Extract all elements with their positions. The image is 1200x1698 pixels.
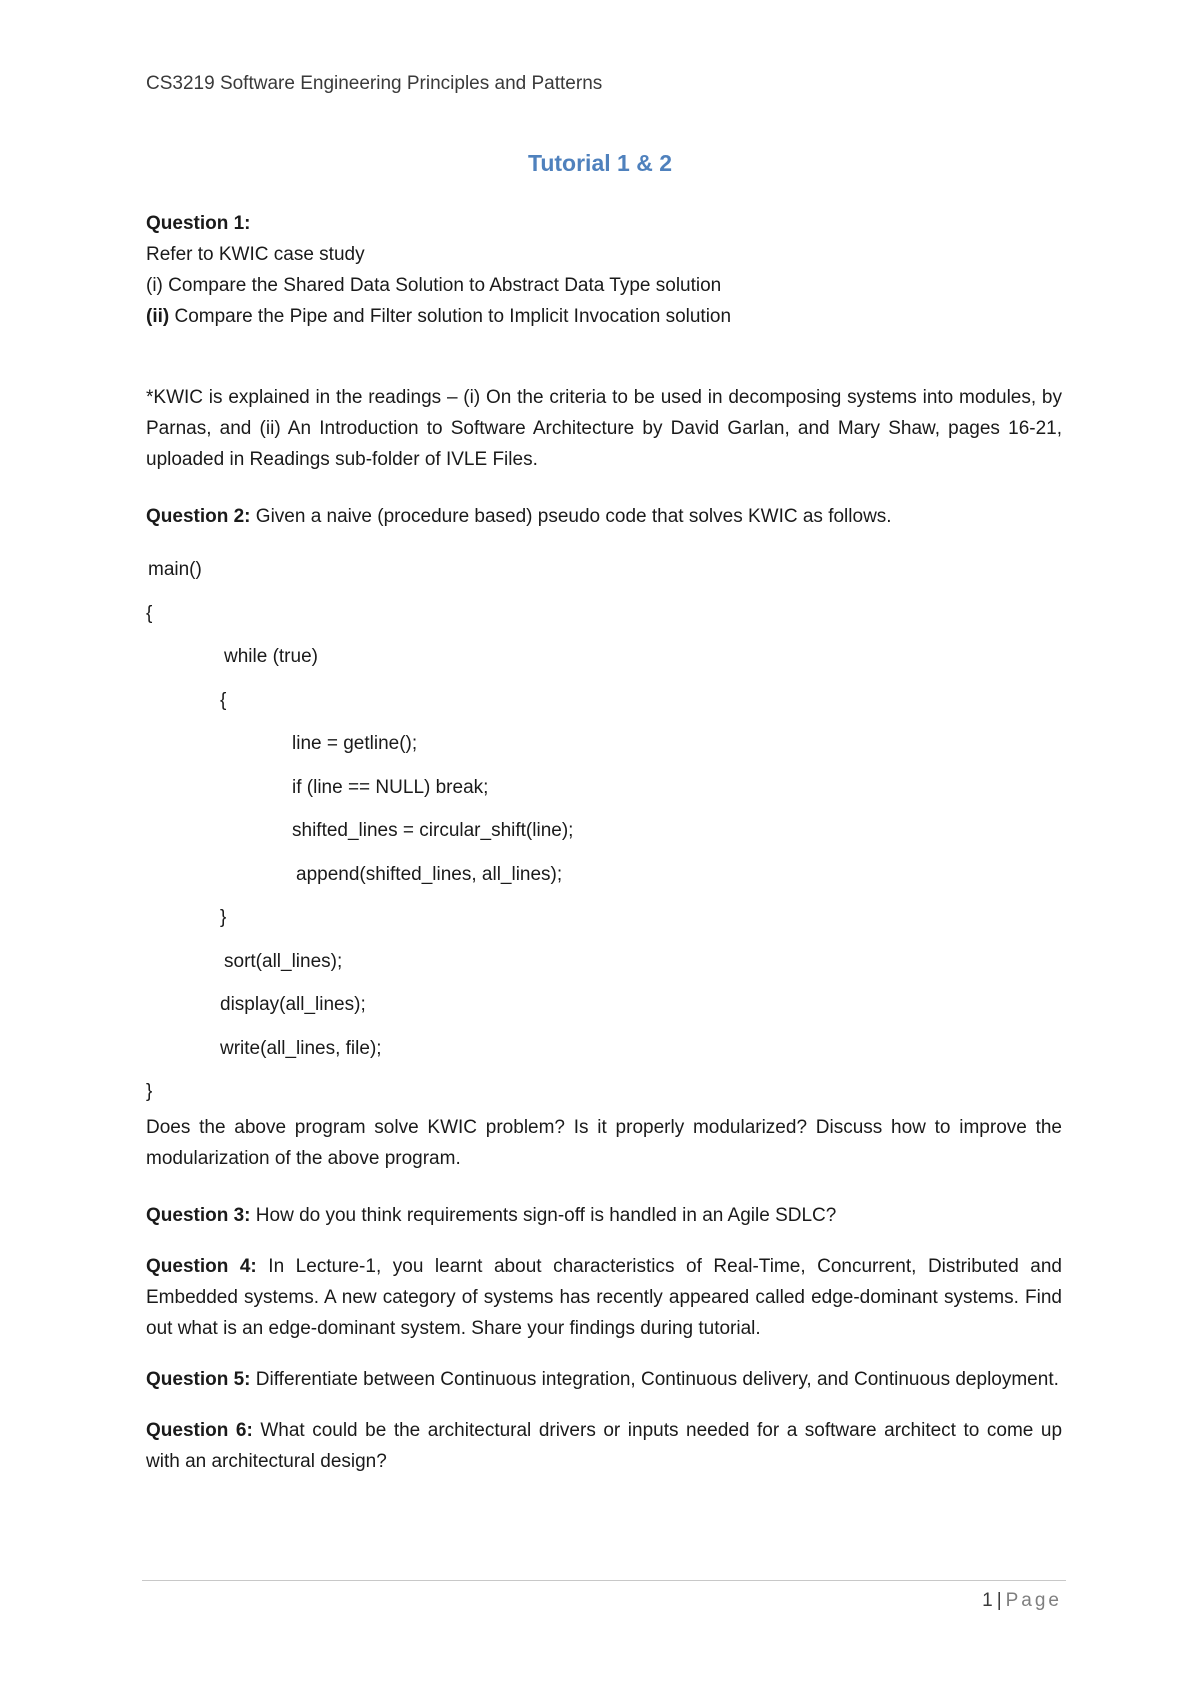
question-label: Question 3: [146,1204,251,1226]
question-text: In Lecture-1, you learnt about characteristics of Real-Time, Concurrent, Distributed and Embedded systems. A new category of systems has recently appeared called edge-dominant systems. Find out what is an edge-dominant system. Share your findings during tutorial. [146,1255,1062,1339]
document-title: Tutorial 1 & 2 [528,150,672,176]
question-6 [146,1415,1062,1477]
question-5 [146,1364,1062,1395]
running-header: CS3219 Software Engineering Principles and Patterns [146,73,603,94]
question-label: Question 5: [146,1368,251,1390]
code-line: } [220,907,227,928]
footer-divider [142,1580,1066,1581]
question-1-part-ii [146,301,1062,332]
document-body [146,208,1062,1477]
code-line: display(all_lines); [220,994,366,1015]
question-label: Question 2: [146,506,251,527]
code-line: if (line == NULL) break; [292,776,489,798]
part-text: Compare the Pipe and Filter solution to Implicit Invocation solution [169,306,732,327]
code-line: line = getline(); [292,733,418,754]
question-3 [146,1200,1062,1231]
question-text: What could be the architectural drivers or inputs needed for a software architect to come up with an architectural design? [146,1419,1063,1472]
part-label: (ii) [146,306,170,327]
question-1-part-i: (i) Compare the Shared Data Solution to Abstract Data Type solution [146,275,722,296]
code-line: shifted_lines = circular_shift(line); [292,820,574,841]
question-label: Question 6: [146,1419,253,1441]
question-2 [146,501,1062,532]
question-label: Question 4: [146,1255,257,1277]
page-number: 1 [982,1590,993,1611]
question-text: Given a naive (procedure based) pseudo code that solves KWIC as follows. [250,506,892,527]
page-word: Page [1005,1590,1062,1611]
code-line: main() [148,559,202,580]
question-1-line: Refer to KWIC case study [146,244,365,265]
kwic-note: *KWIC is explained in the readings – (i) On the criteria to be used in decomposing systems into modules, by Parnas, and (ii) An Introduction to Software Architecture by David Garlan, and Mary Shaw, pages 16-21, uploaded in Readings sub-folder of IVLE Files. [146,387,1062,470]
question-1-heading [146,208,1062,239]
code-line: write(all_lines, file); [220,1037,382,1059]
code-line: while (true) [224,646,318,667]
question-text: Differentiate between Continuous integration, Continuous delivery, and Continuous deployment. [250,1368,1059,1390]
code-line: } [146,1081,153,1102]
question-2-followup: Does the above program solve KWIC problem? Is it properly modularized? Discuss how to improve the modularization of the above program. [146,1116,1062,1169]
question-4 [146,1251,1062,1344]
code-line: sort(all_lines); [224,950,343,972]
question-label: Question 1: [146,213,251,234]
pseudo-code-block [146,554,1062,1120]
footer-separator: | [996,1590,1002,1611]
page-footer [982,1590,1062,1612]
code-line: { [146,602,153,624]
code-line: { [220,689,227,711]
question-text: How do you think requirements sign-off is handled in an Agile SDLC? [250,1204,837,1226]
code-line: append(shifted_lines, all_lines); [296,863,563,885]
